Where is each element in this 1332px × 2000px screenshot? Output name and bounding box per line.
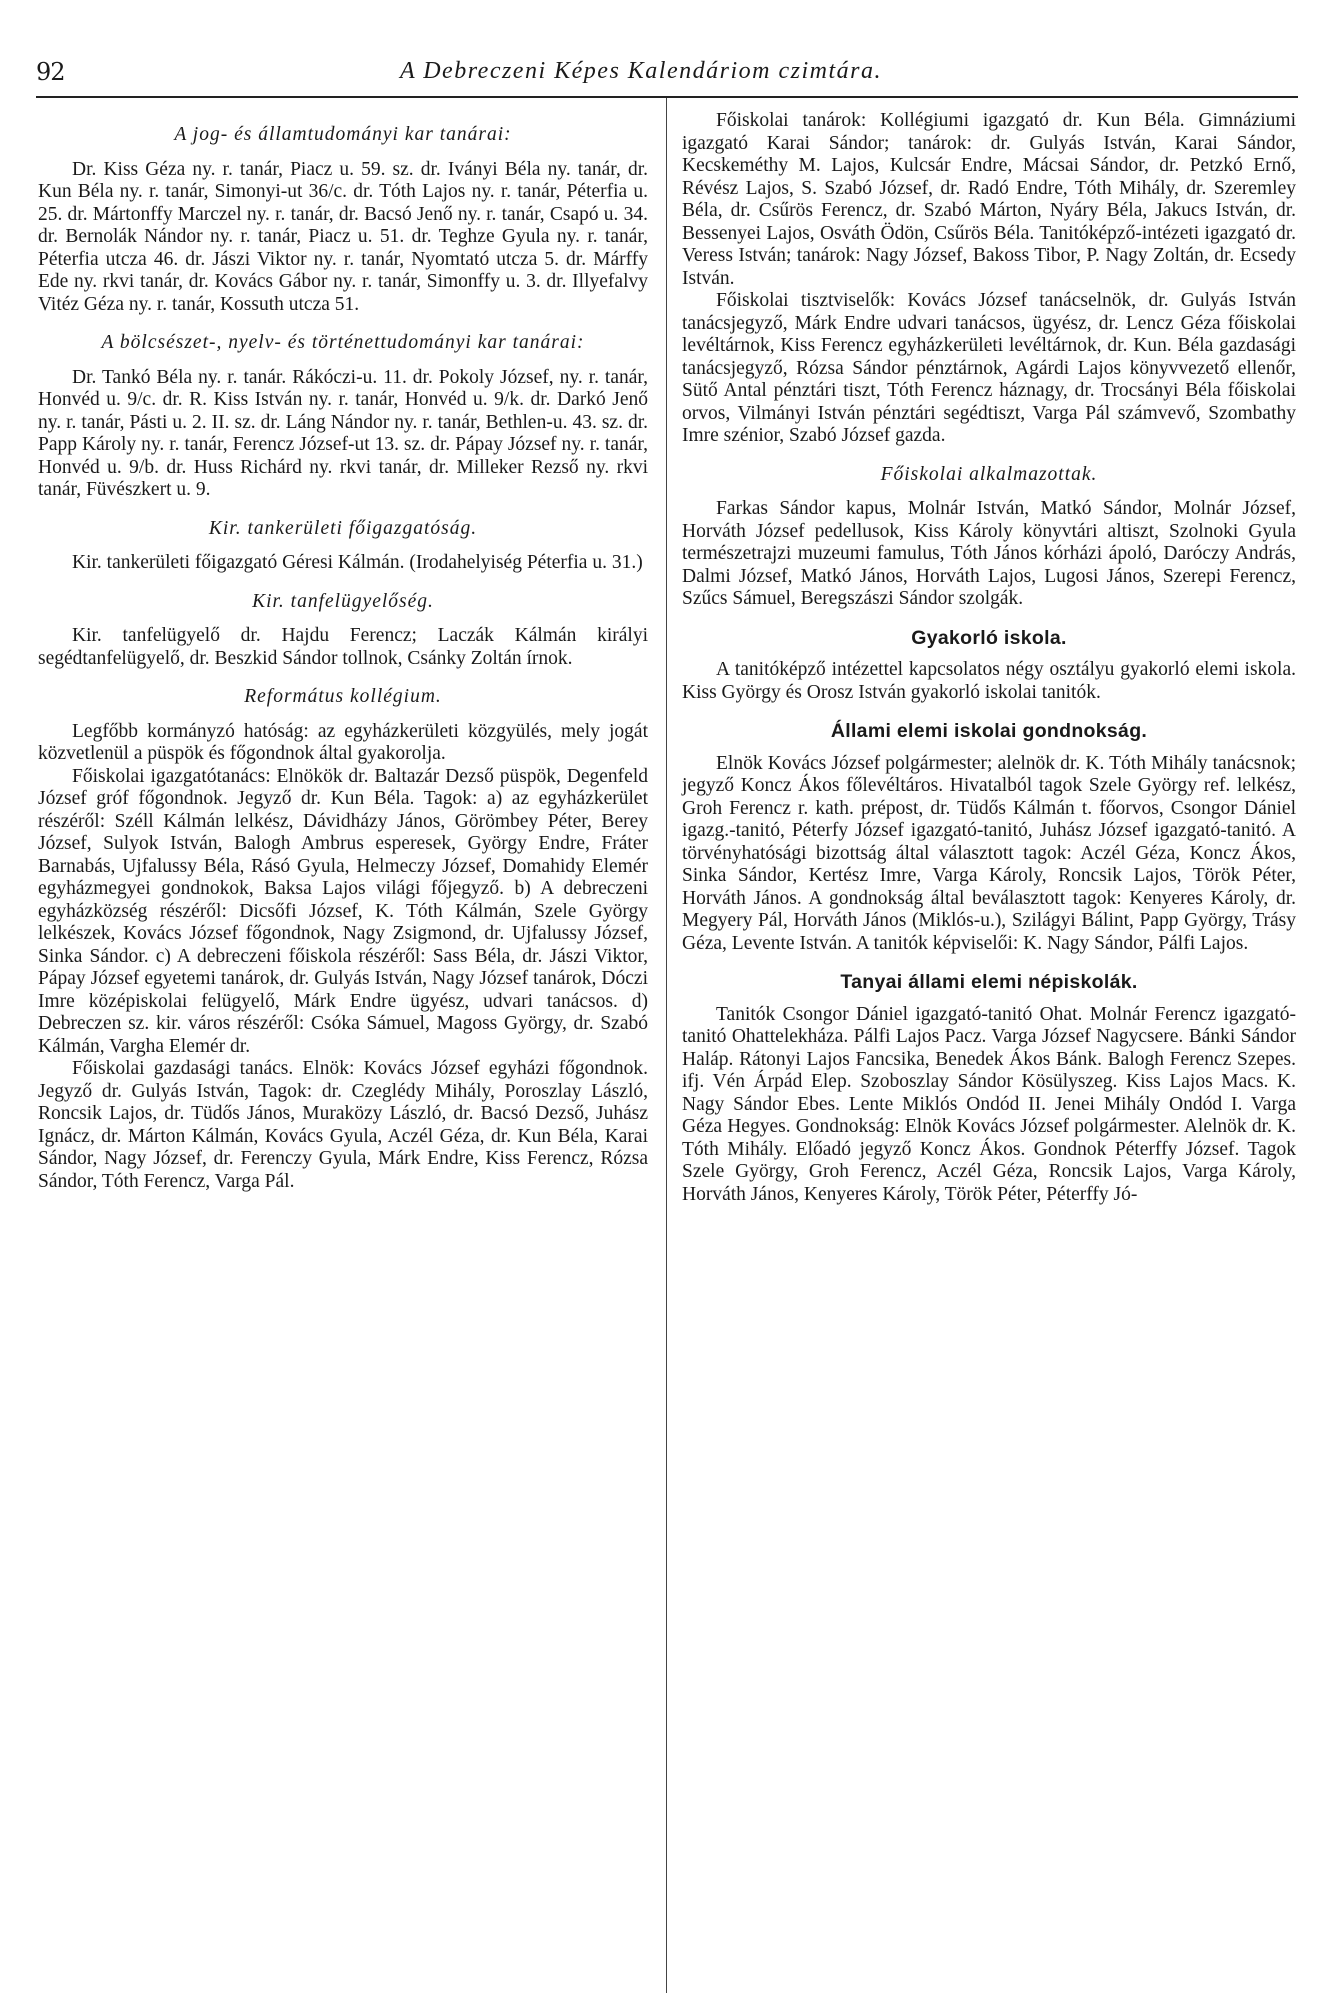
paragraph-practice-school: A tanitóképző intézettel kapcsolatos négy osztályu gyakorló elemi iskola. Kiss György és Orosz István gyakorló iskolai tanitók.	[682, 659, 1296, 703]
running-title: A Debreczeni Képes Kalendáriom czimtára.	[400, 58, 882, 84]
paragraph-college-employees: Farkas Sándor kapus, Molnár István, Matkó Sándor, Molnár József, Horváth József pedellusok, Kiss Károly könyvtári altiszt, Szolnoki Gyula természetrajzi muzeumi famulus, Tóth János kórházi ápoló, Daróczy András, Dalmi József, Matkó János, Horváth Lajos, Lugosi János, Szerepi Ferencz, Szűcs Sámuel, Beregszászi Sándor szolgák.	[682, 498, 1296, 609]
page-number: 92	[36, 58, 65, 86]
section-heading-district-directorate: Kir. tankerületi főigazgatóság.	[208, 517, 478, 539]
paragraph-state-school-board: Elnök Kovács József polgármester; alelnök dr. K. Tóth Mihály tanácsnok; jegyző Koncz Ákos főlevéltáros. Hivatalból tagok Szele György ref. lelkész, Groh Ferencz r. kath. prépost, dr. Tüdős Kálmán t. főorvos, Csongor Dániel igazg.-tanitó, Péterfy József igazgató-tanitó, Juhász József igazgató-tanitó. A törvényhatósági bizottság által választott tagok: Aczél Géza, Koncz Ákos, Sinka Sándor, Kertész Imre, Varga Károly, Roncsik Lajos, Török Péter, Horváth János. A gondnokság által beválasztott tagok: Kenyeres Károly, dr. Megyery Pál, Horváth János (Miklós-u.), Szilágyi Bálint, Papp György, Trásy Géza, Levente István. A tanitók képviselői: K. Nagy Sándor, Pálfi Lajos.	[682, 752, 1296, 954]
paragraph-humanities-faculty: Dr. Tankó Béla ny. r. tanár. Rákóczi-u. 11. dr. Pokoly József, ny. r. tanár, Honvéd u. 9/c. dr. R. Kiss István ny. r. tanár, Honvéd u. 9/k. dr. Darkó Jenő ny. r. tanár, Pásti u. 2. II. sz. dr. Láng Nándor ny. r. tanár, Bethlen-u. 43. sz. dr. Papp Károly ny. r. tanár, Ferencz József-ut 13. sz. dr. Pápay József ny. r. tanár, Honvéd u. 9/b. dr. Huss Richárd ny. rkvi tanár, dr. Milleker Rezső ny. rkvi tanár, Füvészkert u. 9.	[38, 366, 648, 500]
section-heading-school-inspectorate: Kir. tanfelügyelőség.	[252, 590, 434, 612]
section-heading-reformed-college: Református kollégium.	[244, 686, 442, 707]
paragraph-college-officials: Főiskolai tisztviselők: Kovács József tanácselnök, dr. Gulyás István tanácsjegyző, Márk Endre udvari tanácsos, ügyész, dr. Lencz Géza főiskolai levéltárnok, Kiss Ferencz egyházkerületi levéltárnok, dr. Kun. Béla gazdasági tanácsjegyző, Rózsa Sándor pénztárnok, Agárdi Lajos könyvvezető ellenőr, Sütő Antal pénztári tiszt, Tóth Ferencz háznagy, dr. Trocsányi Béla főiskolai orvos, Vilmányi István pénztári segédtiszt, Varga Pál számvevő, Szombathy Imre szénior, Szabó József gazda.	[682, 290, 1296, 446]
section-heading-law-faculty: A jog- és államtudományi kar tanárai:	[174, 124, 512, 145]
paragraph-board-of-directors: Főiskolai igazgatótanács: Elnökök dr. Baltazár Dezső püspök, Degenfeld József gróf főgondnok. Jegyző dr. Kun Béla. Tagok: a) az egyházkerület részéről: Széll Kálmán lelkész, Dávidházy János, Görömbey Péter, Berey József, Sulyok István, Balogh Ambrus esperesek, György Endre, Fráter Barnabás, Ujfalussy Béla, Rásó Gyula, Helmeczy József, Domahidy Elemér egyházmegyei gondnokok, Baksa Lajos világi főjegyző. b) A debreczeni egyházközség részéről: Dicsőfi József, K. Tóth Kálmán, Szele György lelkészek, Kovács József főgondnok, Nagy Zsigmond, dr. Ujfalussy József, Sinka Sándor. c) A debreczeni főiskola részéről: Sass Béla, dr. Jászi Viktor, Pápay József egyetemi tanárok, dr. Gulyás István, Nagy József tanárok, Dóczi Imre középiskolai felügyelő, Márk Endre ügyész, udvari tanácsos. d) Debreczen sz. kir. város részéről: Csóka Sámuel, Magoss György, dr. Szabó Kálmán, Vargha Elemér dr.	[38, 765, 648, 1057]
section-heading-state-school-board: Állami elemi iskolai gondnokság.	[830, 720, 1148, 742]
paragraph-law-faculty: Dr. Kiss Géza ny. r. tanár, Piacz u. 59. sz. dr. Iványi Béla ny. tanár, dr. Kun Béla ny. r. tanár, Simonyi-ut 36/c. dr. Tóth Lajos ny. r. tanár, Péterfia u. 25. dr. Mártonffy Marczel ny. r. tanár, dr. Bacsó Jenő ny. r. tanár, Csapó u. 34. dr. Bernolák Nándor ny. r. tanár, Piacz u. 51. dr. Teghze Gyula ny. r. tanár, Péterfia utcza 46. dr. Jászi Viktor ny. r. tanár, Nyomtató utcza 5. dr. Márffy Ede ny. rkvi tanár, dr. Kovács Gábor ny. r. tanár, Simonffy u. 3. dr. Illyefalvy Vitéz Géza ny. r. tanár, Kossuth utcza 51.	[38, 158, 648, 315]
section-heading-college-employees: Főiskolai alkalmazottak.	[880, 463, 1098, 485]
section-heading-practice-school: Gyakorló iskola.	[911, 626, 1067, 649]
left-column	[38, 110, 648, 1193]
section-heading-humanities-faculty: A bölcsészet-, nyelv- és történettudományi kar tanárai:	[101, 332, 585, 353]
paragraph-school-inspectorate: Kir. tanfelügyelő dr. Hajdu Ferencz; Laczák Kálmán királyi segédtanfelügyelő, dr. Beszkid Sándor tollnok, Csánky Zoltán írnok.	[38, 625, 648, 669]
column-divider	[666, 98, 667, 1993]
header-rule	[36, 96, 1298, 98]
paragraph-economic-council: Főiskolai gazdasági tanács. Elnök: Kovács József egyházi főgondnok. Jegyző dr. Gulyás István, Tagok: dr. Czeglédy Mihály, Poroszlay László, Roncsik Lajos, dr. Tüdős János, Muraközy László, dr. Bacsó Dezső, Juhász Ignácz, dr. Márton Kálmán, Kovács Gyula, Aczél Géza, dr. Kun Béla, Karai Sándor, Nagy József, dr. Ferenczy Gyula, Márk Endre, Kiss Ferencz, Rózsa Sándor, Tóth Ferencz, Varga Pál.	[38, 1058, 648, 1192]
section-heading-farmstead-schools: Tanyai állami elemi népiskolák.	[840, 971, 1138, 993]
paragraph-farmstead-schools: Tanitók Csongor Dániel igazgató-tanitó Ohat. Molnár Ferencz igazgató-tanitó Ohattelekháza. Pálfi Lajos Pacz. Varga József Nagycsere. Bánki Sándor Haláp. Rátonyi Lajos Fancsika, Benedek Ákos Bánk. Balogh Ferencz Szepes. ifj. Vén Árpád Elep. Szoboszlay Sándor Kösülyszeg. Kiss Lajos Macs. K. Nagy Sándor Ebes. Lente Miklós Ondód II. Jenei Mihály Ondód I. Varga Géza Hegyes. Gondnokság: Elnök Kovács József polgármester. Alelnök dr. K. Tóth Mihály. Előadó jegyző Koncz Ákos. Gondnok Péterffy József. Tagok Szele György, Groh Ferencz, Aczél Géza, Roncsik Lajos, Varga Károly, Horváth János, Kenyeres Károly, Török Péter, Péterffy Jó-	[682, 1003, 1296, 1205]
paragraph-governing-authority: Legfőbb kormányzó hatóság: az egyházkerületi közgyülés, mely jogát közvetlenül a püspök és főgondnok által gyakorolja.	[38, 720, 648, 764]
paragraph-college-teachers: Főiskolai tanárok: Kollégiumi igazgató dr. Kun Béla. Gimnáziumi igazgató Karai Sándor; tanárok: dr. Gulyás István, Karai Sándor, Kecskeméthy M. Lajos, Kulcsár Endre, Mácsai Sándor, dr. Petzkó Ernő, Révész Lajos, S. Szabó József, dr. Radó Endre, Tóth Mihály, dr. Szeremley Béla, dr. Csűrös Ferencz, dr. Szabó Márton, Nyáry Béla, Jakucs István, dr. Bessenyei Lajos, Osváth Ödön, Csűrös Béla. Tanitóképző-intézeti igazgató dr. Veress István; tanárok: Nagy József, Bakoss Tibor, P. Nagy Zoltán, dr. Ecsedy István.	[682, 110, 1296, 289]
right-column	[682, 110, 1296, 1206]
paragraph-district-directorate: Kir. tankerületi főigazgató Géresi Kálmán. (Irodahelyiség Péterfia u. 31.)	[72, 552, 643, 573]
